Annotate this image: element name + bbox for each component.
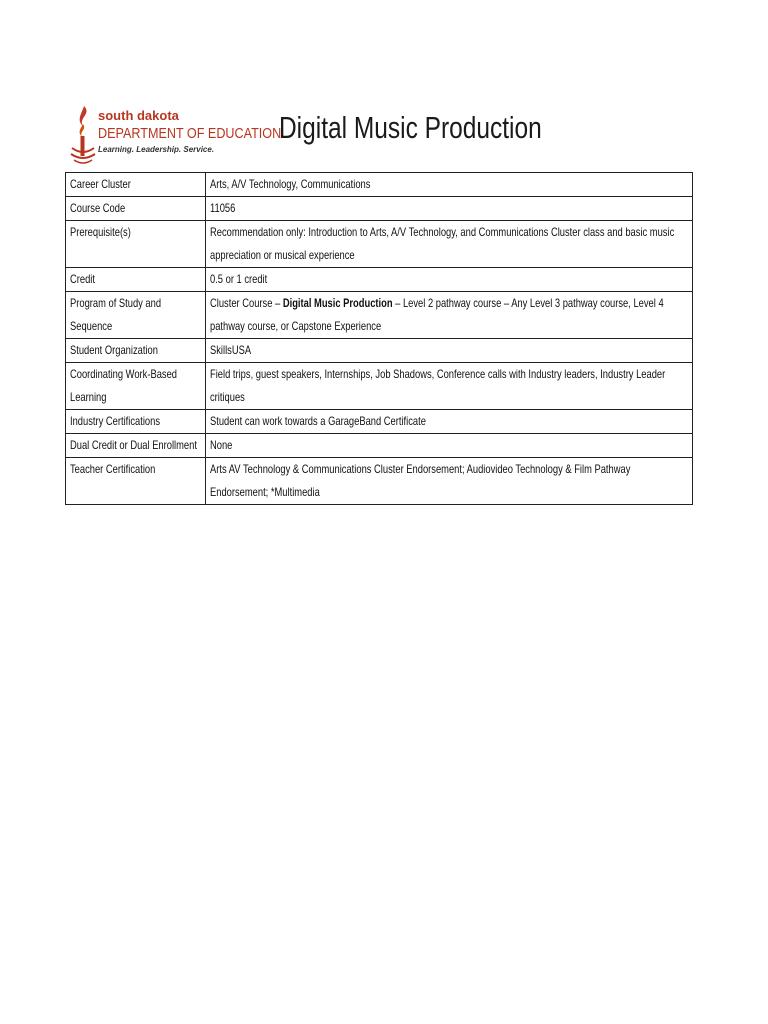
logo-text-state: south dakota: [98, 108, 179, 123]
row-value: Recommendation only: Introduction to Arts, A/V Technology, and Communications Cluster class and basic music appreciation or musical experience: [206, 221, 693, 268]
row-value: 11056: [206, 197, 693, 221]
logo-text-department: DEPARTMENT OF EDUCATION: [98, 125, 282, 142]
row-label: Coordinating Work-Based Learning: [66, 363, 206, 410]
row-label: Prerequisite(s): [66, 221, 206, 268]
row-label: Teacher Certification: [66, 458, 206, 505]
table-row-course-code: [66, 197, 693, 221]
table-row-credit: [66, 268, 693, 292]
row-label: Student Organization: [66, 339, 206, 363]
page-title: Digital Music Production: [279, 110, 542, 145]
value-text: Cluster Course –: [210, 296, 283, 310]
course-info-table: [65, 172, 693, 505]
logo-tagline: Learning. Leadership. Service.: [98, 145, 215, 154]
row-value: Arts, A/V Technology, Communications: [206, 173, 693, 197]
table-row-work-based-learning: [66, 363, 693, 410]
row-value: Student can work towards a GarageBand Certificate: [206, 410, 693, 434]
table-row-program-of-study: [66, 292, 693, 339]
torch-logo-icon: [68, 104, 98, 168]
row-value: [206, 292, 693, 339]
sd-doe-logo: [68, 104, 282, 168]
row-value: None: [206, 434, 693, 458]
row-label: Industry Certifications: [66, 410, 206, 434]
row-label: Credit: [66, 268, 206, 292]
value-text: – Level 2 pathway course – Any Level 3 pathway course, Level 4 pathway course, or Capstone Experience: [210, 296, 664, 333]
table-row-industry-certifications: [66, 410, 693, 434]
row-value: Arts AV Technology & Communications Cluster Endorsement; Audiovideo Technology & Film Pathway Endorsement; *Multimedia: [206, 458, 693, 505]
table-row-career-cluster: [66, 173, 693, 197]
row-value: SkillsUSA: [206, 339, 693, 363]
row-label: Course Code: [66, 197, 206, 221]
row-label: Dual Credit or Dual Enrollment: [66, 434, 206, 458]
course-name-bold: Digital Music Production: [282, 296, 393, 310]
row-value: Field trips, guest speakers, Internships, Job Shadows, Conference calls with Industry leaders, Industry Leader critiques: [206, 363, 693, 410]
row-value: 0.5 or 1 credit: [206, 268, 693, 292]
row-label: Career Cluster: [66, 173, 206, 197]
table-row-student-organization: [66, 339, 693, 363]
table-row-teacher-certification: [66, 458, 693, 505]
row-label: Program of Study and Sequence: [66, 292, 206, 339]
table-row-dual-credit: [66, 434, 693, 458]
table-row-prerequisites: [66, 221, 693, 268]
